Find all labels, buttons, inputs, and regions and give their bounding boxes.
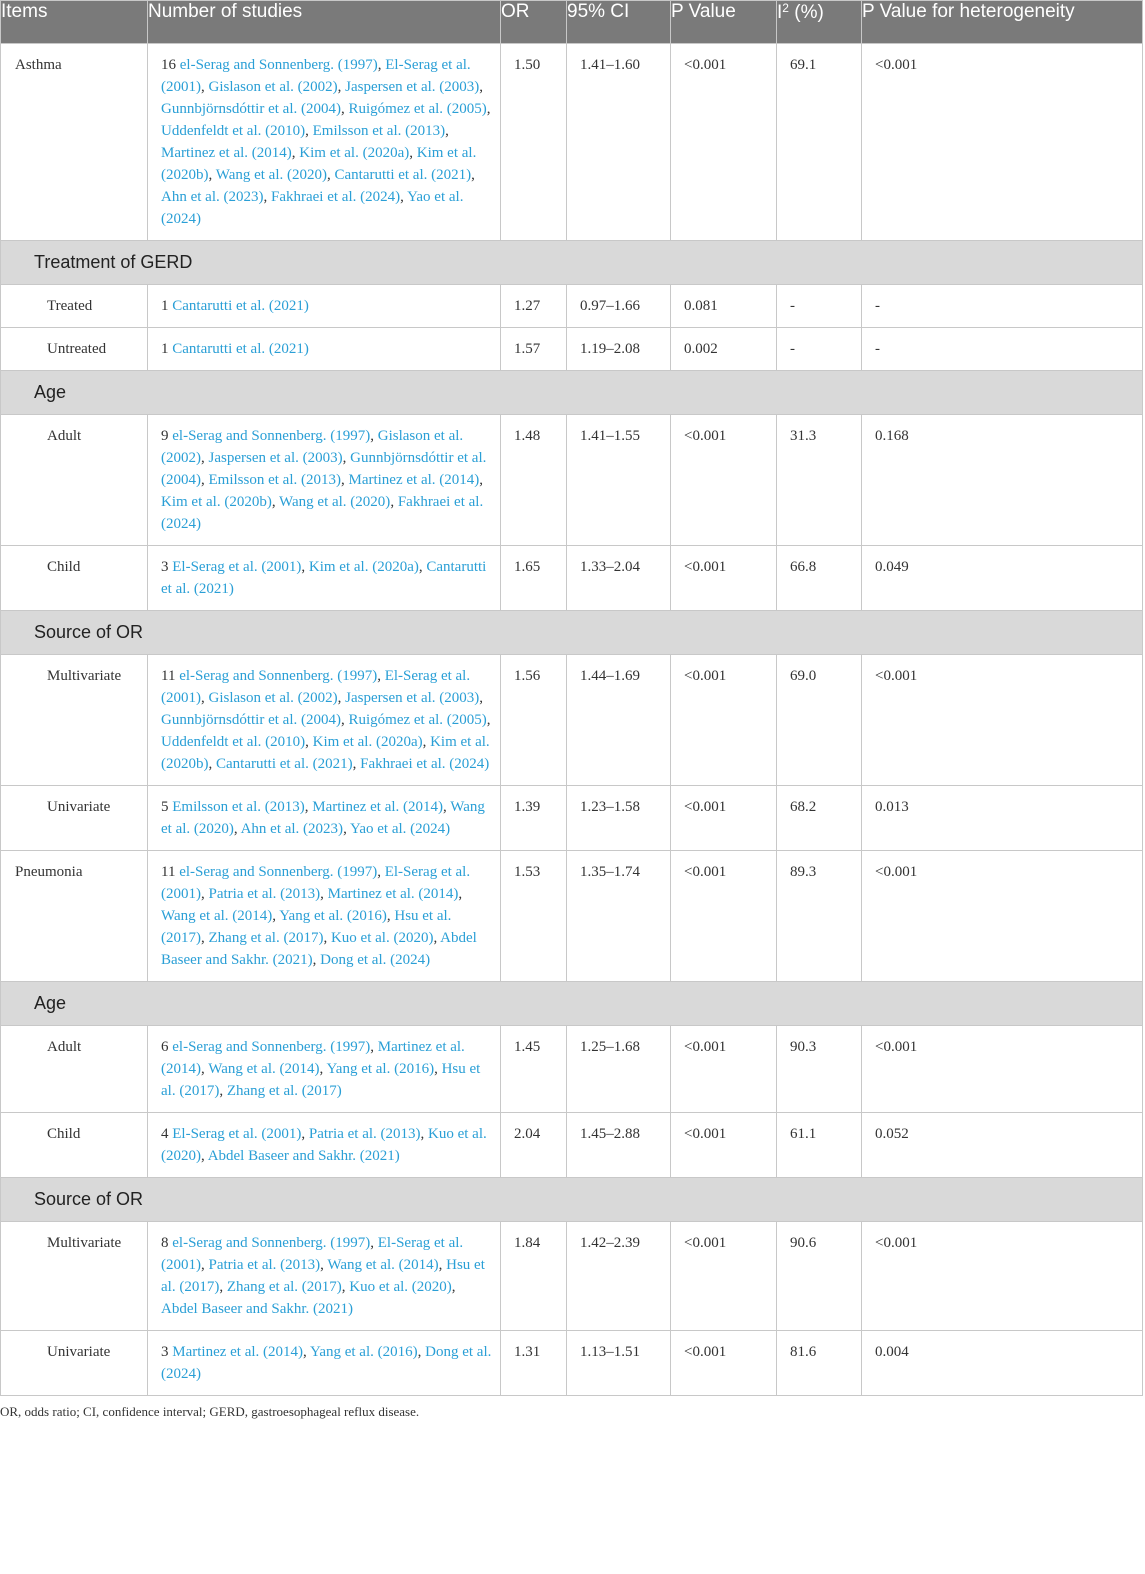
p-heterogeneity-value: <0.001 (862, 655, 1143, 786)
subgroup-label: Age (1, 371, 1143, 415)
p-value: <0.001 (671, 786, 777, 851)
study-reference-link[interactable]: Kim et al. (2020a) (312, 734, 423, 750)
study-reference-link[interactable]: Fakhraei et al. (2024) (360, 756, 490, 772)
study-reference-link[interactable]: Dong et al. (2024) (320, 952, 431, 968)
study-reference-link[interactable]: Cantarutti et al. (2021) (161, 559, 487, 597)
i2-value: 81.6 (777, 1331, 862, 1396)
table-footnote: OR, odds ratio; CI, confidence interval; GERD, gastroesophageal reflux disease. (0, 1404, 420, 1419)
study-reference-link[interactable]: Emilsson et al. (2013) (312, 123, 446, 139)
table-row (1, 285, 1143, 328)
table-row (1, 328, 1143, 371)
or-value: 1.56 (501, 655, 567, 786)
studies-cell (148, 328, 501, 371)
header-items: Items (1, 1, 148, 44)
subgroup-header-row (1, 241, 1143, 285)
study-count: 4 (161, 1126, 169, 1142)
item-cell: Child (1, 1113, 148, 1178)
study-reference-link[interactable]: Kim et al. (2020b) (161, 494, 272, 510)
subgroup-header-row (1, 371, 1143, 415)
study-reference-link[interactable]: Kim et al. (2020a) (308, 559, 419, 575)
studies-cell: 3 El-Serag et al. (2001), Kim et al. (2020a), Cantarutti et al. (2021) (148, 546, 501, 611)
or-value: 1.39 (501, 786, 567, 851)
study-reference-link[interactable]: Zhang et al. (2017) (208, 930, 324, 946)
study-reference-link[interactable]: Wang et al. (2014) (327, 1257, 439, 1273)
subgroup-header-row (1, 611, 1143, 655)
study-reference-link[interactable]: Cantarutti et al. (2021) (334, 167, 472, 183)
i2-value: 90.3 (777, 1026, 862, 1113)
p-value: <0.001 (671, 44, 777, 241)
study-reference-link[interactable]: Cantarutti et al. (2021) (172, 298, 309, 314)
table-row (1, 1113, 1143, 1178)
study-reference-link[interactable]: El-Serag et al. (2001) (161, 57, 471, 95)
study-reference-link[interactable]: Abdel Baseer and Sakhr. (2021) (161, 1301, 354, 1317)
study-reference-link[interactable]: Yang et al. (2016) (326, 1061, 435, 1077)
study-count: 16 (161, 57, 176, 73)
study-reference-link[interactable]: el-Serag and Sonnenberg. (1997) (172, 428, 371, 444)
study-reference-link[interactable]: Patria et al. (2013) (308, 1126, 421, 1142)
p-heterogeneity-value: 0.013 (862, 786, 1143, 851)
or-value: 1.50 (501, 44, 567, 241)
study-reference-link[interactable]: Gunnbjörnsdóttir et al. (2004) (161, 101, 341, 117)
p-heterogeneity-value: 0.049 (862, 546, 1143, 611)
study-reference-link[interactable]: Gunnbjörnsdóttir et al. (2004) (161, 450, 487, 488)
i2-value: 89.3 (777, 851, 862, 982)
study-reference-link[interactable]: Hsu et al. (2017) (161, 1061, 481, 1099)
study-reference-link[interactable]: Wang et al. (2020) (279, 494, 391, 510)
study-reference-link[interactable]: Patria et al. (2013) (208, 1257, 321, 1273)
study-reference-link[interactable]: El-Serag et al. (2001) (172, 1126, 302, 1142)
i2-value: 90.6 (777, 1222, 862, 1331)
study-reference-link[interactable]: Gislason et al. (2002) (208, 79, 338, 95)
item-cell: Asthma (1, 44, 148, 241)
table-row (1, 44, 1143, 241)
studies-cell: 11 el-Serag and Sonnenberg. (1997), El-Serag et al. (2001), Patria et al. (2013), Martinez et al. (2014), Wang et al. (2014), Yang et al. (2016), Hsu et al. (2017), Zhang et al. (2017), Kuo et al. (2020), Abdel Baseer and Sakhr. (2021), Dong et al. (2024) (148, 851, 501, 982)
or-value: 1.57 (501, 328, 567, 371)
study-count: 11 (161, 864, 176, 880)
table-row (1, 546, 1143, 611)
header-p-heterogeneity: P Value for heterogeneity (862, 1, 1143, 44)
header-i2-superscript: 2 (782, 1, 789, 15)
study-reference-link[interactable]: Dong et al. (2024) (161, 1344, 492, 1382)
header-i2-unit: (%) (788, 2, 824, 23)
study-count: 1 (161, 341, 169, 357)
study-reference-link[interactable]: Kuo et al. (2020) (349, 1279, 452, 1295)
ci-value: 1.13–1.51 (567, 1331, 671, 1396)
study-count: 8 (161, 1235, 169, 1251)
study-reference-link[interactable]: Yao et al. (2024) (350, 821, 451, 837)
p-value: <0.001 (671, 655, 777, 786)
study-reference-link[interactable]: Martinez et al. (2014) (161, 145, 292, 161)
study-reference-link[interactable]: Emilsson et al. (2013) (208, 472, 341, 488)
p-heterogeneity-value: <0.001 (862, 1026, 1143, 1113)
ci-value: 1.35–1.74 (567, 851, 671, 982)
study-reference-link[interactable]: Gislason et al. (2002) (161, 428, 464, 466)
study-reference-link[interactable]: Gislason et al. (2002) (208, 690, 338, 706)
study-reference-link[interactable]: Ahn et al. (2023) (161, 189, 264, 205)
table-row (1, 786, 1143, 851)
studies-cell: 11 el-Serag and Sonnenberg. (1997), El-Serag et al. (2001), Gislason et al. (2002), Jaspersen et al. (2003), Gunnbjörnsdóttir et al. (2004), Ruigómez et al. (2005), Uddenfeldt et al. (2010), Kim et al. (2020a), Kim et al. (2020b), Cantarutti et al. (2021), Fakhraei et al. (2024) (148, 655, 501, 786)
study-reference-link[interactable]: Martinez et al. (2014) (348, 472, 480, 488)
study-reference-link[interactable]: Hsu et al. (2017) (161, 908, 452, 946)
study-count: 1 (161, 298, 169, 314)
item-cell: Treated (1, 285, 148, 328)
table-row (1, 1222, 1143, 1331)
subgroup-label: Source of OR (1, 1178, 1143, 1222)
header-i2-base: I (777, 2, 783, 23)
study-reference-link[interactable]: Uddenfeldt et al. (2010) (161, 123, 306, 139)
i2-value: 69.1 (777, 44, 862, 241)
item-cell: Adult (1, 1026, 148, 1113)
study-reference-link[interactable]: el-Serag and Sonnenberg. (1997) (172, 1039, 371, 1055)
ci-value: 1.25–1.68 (567, 1026, 671, 1113)
ci-value: 0.97–1.66 (567, 285, 671, 328)
or-value: 2.04 (501, 1113, 567, 1178)
study-reference-link[interactable]: Martinez et al. (2014) (327, 886, 459, 902)
p-heterogeneity-value: 0.052 (862, 1113, 1143, 1178)
study-reference-link[interactable]: Abdel Baseer and Sakhr. (2021) (161, 930, 477, 968)
study-reference-link[interactable]: el-Serag and Sonnenberg. (1997) (179, 864, 378, 880)
study-reference-link[interactable]: El-Serag et al. (2001) (161, 864, 471, 902)
study-reference-link[interactable]: Kuo et al. (2020) (161, 1126, 487, 1164)
study-reference-link[interactable]: Cantarutti et al. (2021) (172, 341, 309, 357)
p-heterogeneity-value: <0.001 (862, 851, 1143, 982)
p-heterogeneity-value: 0.004 (862, 1331, 1143, 1396)
p-value: <0.001 (671, 546, 777, 611)
study-reference-link[interactable]: Fakhraei et al. (2024) (270, 189, 401, 205)
item-cell: Child (1, 546, 148, 611)
study-reference-link[interactable]: Ahn et al. (2023) (240, 821, 344, 837)
p-value: <0.001 (671, 1113, 777, 1178)
or-value: 1.31 (501, 1331, 567, 1396)
study-count: 3 (161, 559, 169, 575)
studies-cell: 3 Martinez et al. (2014), Yang et al. (2016), Dong et al. (2024) (148, 1331, 501, 1396)
study-reference-link[interactable]: Kim et al. (2020b) (161, 734, 490, 772)
or-value: 1.84 (501, 1222, 567, 1331)
p-value: <0.001 (671, 1331, 777, 1396)
p-value: 0.081 (671, 285, 777, 328)
header-number-of-studies: Number of studies (148, 1, 501, 44)
p-value: <0.001 (671, 1222, 777, 1331)
p-heterogeneity-value: - (862, 328, 1143, 371)
header-p-value: P Value (671, 1, 777, 44)
study-reference-link[interactable]: Wang et al. (2020) (161, 799, 485, 837)
or-value: 1.65 (501, 546, 567, 611)
ci-value: 1.45–2.88 (567, 1113, 671, 1178)
item-cell: Multivariate (1, 655, 148, 786)
study-count: 3 (161, 1344, 169, 1360)
ci-value: 1.19–2.08 (567, 328, 671, 371)
i2-value: 69.0 (777, 655, 862, 786)
ci-value: 1.44–1.69 (567, 655, 671, 786)
study-reference-link[interactable]: Kim et al. (2020b) (161, 145, 477, 183)
study-reference-link[interactable]: Zhang et al. (2017) (226, 1083, 342, 1099)
study-reference-link[interactable]: Uddenfeldt et al. (2010) (161, 734, 306, 750)
or-value: 1.48 (501, 415, 567, 546)
or-value: 1.45 (501, 1026, 567, 1113)
studies-cell: 6 el-Serag and Sonnenberg. (1997), Martinez et al. (2014), Wang et al. (2014), Yang et al. (2016), Hsu et al. (2017), Zhang et al. (2017) (148, 1026, 501, 1113)
item-cell: Pneumonia (1, 851, 148, 982)
study-count: 9 (161, 428, 169, 444)
study-reference-link[interactable]: Martinez et al. (2014) (161, 1039, 465, 1077)
i2-value: 31.3 (777, 415, 862, 546)
study-reference-link[interactable]: Jaspersen et al. (2003) (345, 690, 480, 706)
table-row (1, 1026, 1143, 1113)
study-reference-link[interactable]: El-Serag et al. (2001) (161, 668, 471, 706)
studies-cell: 5 Emilsson et al. (2013), Martinez et al. (2014), Wang et al. (2020), Ahn et al. (2023), Yao et al. (2024) (148, 786, 501, 851)
p-heterogeneity-value: 0.168 (862, 415, 1143, 546)
p-value: <0.001 (671, 851, 777, 982)
item-cell: Untreated (1, 328, 148, 371)
study-reference-link[interactable]: Gunnbjörnsdóttir et al. (2004) (161, 712, 341, 728)
subgroup-label: Treatment of GERD (1, 241, 1143, 285)
study-reference-link[interactable]: el-Serag and Sonnenberg. (1997) (179, 668, 378, 684)
study-reference-link[interactable]: Wang et al. (2014) (161, 908, 273, 924)
studies-cell (148, 285, 501, 328)
study-reference-link[interactable]: Martinez et al. (2014) (312, 799, 444, 815)
p-heterogeneity-value: <0.001 (862, 1222, 1143, 1331)
study-reference-link[interactable]: Yang et al. (2016) (309, 1344, 418, 1360)
study-reference-link[interactable]: Yao et al. (2024) (161, 189, 464, 227)
table-row (1, 415, 1143, 546)
study-reference-link[interactable]: El-Serag et al. (2001) (172, 559, 302, 575)
study-reference-link[interactable]: Patria et al. (2013) (208, 886, 321, 902)
p-value: <0.001 (671, 1026, 777, 1113)
study-reference-link[interactable]: Kuo et al. (2020) (330, 930, 434, 946)
table-row (1, 851, 1143, 982)
i2-value: 61.1 (777, 1113, 862, 1178)
study-count: 11 (161, 668, 176, 684)
study-reference-link[interactable]: Zhang et al. (2017) (226, 1279, 342, 1295)
studies-cell: 8 el-Serag and Sonnenberg. (1997), El-Serag et al. (2001), Patria et al. (2013), Wang et al. (2014), Hsu et al. (2017), Zhang et al. (2017), Kuo et al. (2020), Abdel Baseer and Sakhr. (2021) (148, 1222, 501, 1331)
ci-value: 1.33–2.04 (567, 546, 671, 611)
table-body (1, 44, 1143, 1396)
i2-value: - (777, 285, 862, 328)
table-row (1, 655, 1143, 786)
study-reference-link[interactable]: Emilsson et al. (2013) (172, 799, 305, 815)
p-value: 0.002 (671, 328, 777, 371)
study-reference-link[interactable]: Wang et al. (2014) (208, 1061, 320, 1077)
subgroup-label: Age (1, 982, 1143, 1026)
study-reference-link[interactable]: Fakhraei et al. (2024) (161, 494, 484, 532)
study-reference-link[interactable]: Wang et al. (2020) (215, 167, 327, 183)
study-count: 6 (161, 1039, 169, 1055)
study-reference-link[interactable]: Ruigómez et al. (2005) (348, 101, 487, 117)
i2-value: - (777, 328, 862, 371)
study-reference-link[interactable]: Ruigómez et al. (2005) (348, 712, 487, 728)
item-cell: Multivariate (1, 1222, 148, 1331)
item-cell: Univariate (1, 786, 148, 851)
item-cell: Adult (1, 415, 148, 546)
ci-value: 1.41–1.55 (567, 415, 671, 546)
header-or: OR (501, 1, 567, 44)
ci-value: 1.42–2.39 (567, 1222, 671, 1331)
p-value: <0.001 (671, 415, 777, 546)
studies-cell: 16 el-Serag and Sonnenberg. (1997), El-Serag et al. (2001), Gislason et al. (2002), Jaspersen et al. (2003), Gunnbjörnsdóttir et al. (2004), Ruigómez et al. (2005), Uddenfeldt et al. (2010), Emilsson et al. (2013), Martinez et al. (2014), Kim et al. (2020a), Kim et al. (2020b), Wang et al. (2020), Cantarutti et al. (2021), Ahn et al. (2023), Fakhraei et al. (2024), Yao et al. (2024) (148, 44, 501, 241)
subgroup-header-row (1, 1178, 1143, 1222)
subgroup-label: Source of OR (1, 611, 1143, 655)
study-reference-link[interactable]: Abdel Baseer and Sakhr. (2021) (207, 1148, 400, 1164)
study-reference-link[interactable]: El-Serag et al. (2001) (161, 1235, 464, 1273)
i2-value: 68.2 (777, 786, 862, 851)
study-reference-link[interactable]: el-Serag and Sonnenberg. (1997) (179, 57, 378, 73)
item-cell: Univariate (1, 1331, 148, 1396)
study-reference-link[interactable]: Martinez et al. (2014) (172, 1344, 304, 1360)
study-reference-link[interactable]: Yang et al. (2016) (279, 908, 387, 924)
table-header (1, 1, 1143, 44)
table-row (1, 1331, 1143, 1396)
p-heterogeneity-value: <0.001 (862, 44, 1143, 241)
i2-value: 66.8 (777, 546, 862, 611)
studies-cell: 9 el-Serag and Sonnenberg. (1997), Gislason et al. (2002), Jaspersen et al. (2003), Gunnbjörnsdóttir et al. (2004), Emilsson et al. (2013), Martinez et al. (2014), Kim et al. (2020b), Wang et al. (2020), Fakhraei et al. (2024) (148, 415, 501, 546)
study-reference-link[interactable]: el-Serag and Sonnenberg. (1997) (172, 1235, 371, 1251)
subgroup-header-row (1, 982, 1143, 1026)
header-i2 (777, 1, 862, 44)
study-count: 5 (161, 799, 169, 815)
study-reference-link[interactable]: Jaspersen et al. (2003) (345, 79, 480, 95)
study-reference-link[interactable]: Jaspersen et al. (2003) (208, 450, 343, 466)
or-value: 1.27 (501, 285, 567, 328)
p-heterogeneity-value: - (862, 285, 1143, 328)
study-reference-link[interactable]: Kim et al. (2020a) (299, 145, 410, 161)
ci-value: 1.23–1.58 (567, 786, 671, 851)
studies-cell: 4 El-Serag et al. (2001), Patria et al. (2013), Kuo et al. (2020), Abdel Baseer and Sakhr. (2021) (148, 1113, 501, 1178)
study-reference-link[interactable]: Hsu et al. (2017) (161, 1257, 485, 1295)
study-reference-link[interactable]: Cantarutti et al. (2021) (216, 756, 353, 772)
ci-value: 1.41–1.60 (567, 44, 671, 241)
or-value: 1.53 (501, 851, 567, 982)
header-95-ci: 95% CI (567, 1, 671, 44)
